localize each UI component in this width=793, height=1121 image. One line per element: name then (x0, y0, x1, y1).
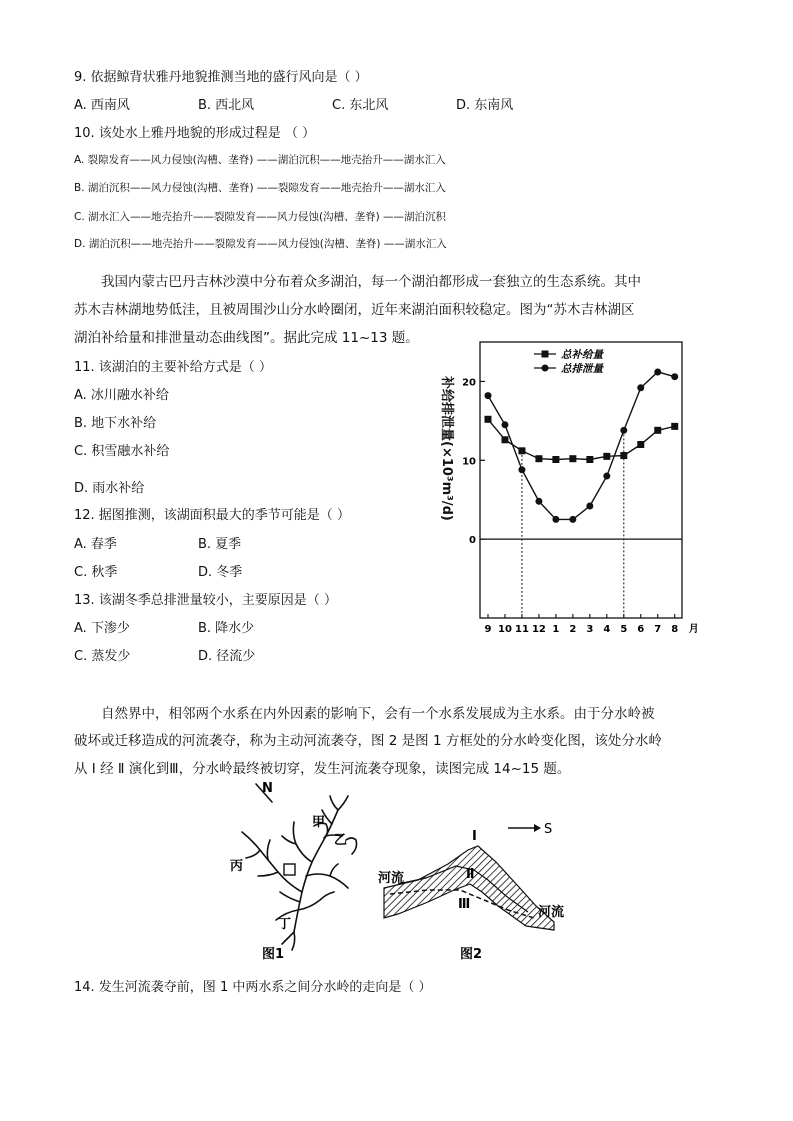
q13-option-d[interactable]: D. 径流少 (198, 649, 256, 664)
q12-option-a[interactable]: A. 春季 (74, 537, 117, 552)
chart-point-s1-8 (620, 427, 627, 434)
passage1-line2: 苏木吉林湖地势低洼，且被周围沙山分水岭圈闭，近年来湖泊面积较稳定。图为“苏木吉林湖区 (74, 302, 635, 318)
chart-point-s0-5 (569, 455, 576, 462)
passage2-line3: 从 Ⅰ 经 Ⅱ 演化到Ⅲ，分水岭最终被切穿，发生河流袭夺现象，读图完成 14~15 题。 (74, 761, 571, 777)
chart-point-s0-3 (535, 455, 542, 462)
chart-point-s0-1 (501, 436, 508, 443)
chart-xtick-label-5: 2 (569, 624, 577, 635)
q13-option-a[interactable]: A. 下渗少 (74, 621, 130, 636)
direction-arrow-icon (508, 824, 541, 832)
q9-option-c[interactable]: C. 东北风 (332, 98, 389, 113)
legend-label-0: 总补给量 (561, 349, 603, 361)
chart-point-s1-6 (586, 503, 593, 510)
chart-point-s0-0 (485, 416, 492, 423)
chart-point-s1-10 (654, 368, 661, 375)
chart-point-s1-2 (518, 466, 525, 473)
q14-stem: 14. 发生河流袭夺前，图 1 中两水系之间分水岭的走向是（ ） (74, 980, 432, 995)
q11-option-c[interactable]: C. 积雪融水补给 (74, 444, 170, 459)
q12-option-b[interactable]: B. 夏季 (198, 537, 242, 552)
q10-option-a[interactable]: A. 裂隙发育——风力侵蚀(沟槽、垄脊) ——湖泊沉积——地壳抬升——湖水汇入 (74, 154, 446, 166)
recharge-discharge-chart (430, 336, 700, 636)
direction-label: S (544, 822, 553, 837)
chart-frame (480, 342, 682, 618)
legend-label-1: 总排泄量 (561, 363, 603, 375)
q10-option-c[interactable]: C. 湖水汇入——地壳抬升——裂隙发育——风力侵蚀(沟槽、垄脊) ——湖泊沉积 (74, 211, 447, 223)
chart-point-s1-11 (671, 373, 678, 380)
stage-ii-label: Ⅱ (466, 867, 475, 882)
figure-1-river-network (222, 780, 372, 965)
chart-point-s1-4 (552, 516, 559, 523)
q9-option-a[interactable]: A. 西南风 (74, 98, 130, 113)
chart-point-s1-7 (603, 473, 610, 480)
q9-option-b[interactable]: B. 西北风 (198, 98, 255, 113)
chart-point-s0-7 (603, 453, 610, 460)
passage2-line1: 自然界中，相邻两个水系在内外因素的影响下，会有一个水系发展成为主水系。由于分水岭被 (101, 706, 655, 722)
q9-option-d[interactable]: D. 东南风 (456, 98, 514, 113)
chart-xtick-label-11: 8 (671, 624, 679, 635)
q10-option-b[interactable]: B. 湖泊沉积——风力侵蚀(沟槽、垄脊) ——裂隙发育——地壳抬升——湖水汇入 (74, 182, 446, 194)
chart-point-s0-10 (654, 427, 661, 434)
chart-series-line-1 (488, 372, 675, 519)
q11-option-a[interactable]: A. 冰川融水补给 (74, 388, 169, 403)
figure-2-caption: 图2 (460, 947, 483, 962)
q13-option-c[interactable]: C. 蒸发少 (74, 649, 131, 664)
q11-option-b[interactable]: B. 地下水补给 (74, 416, 157, 431)
q12-option-d[interactable]: D. 冬季 (198, 565, 243, 580)
legend-marker-0 (542, 351, 549, 358)
label-jia: 甲 (312, 815, 326, 830)
label-ding: 丁 (278, 917, 292, 932)
q11-stem: 11. 该湖泊的主要补给方式是（ ） (74, 360, 272, 375)
chart-ytick-label-2: 0 (469, 535, 476, 547)
figure-1-box (284, 864, 295, 875)
figure-1-caption: 图1 (262, 947, 285, 962)
chart-point-s1-5 (569, 516, 576, 523)
passage2-line2: 破坏或迁移造成的河流袭夺，称为主动河流袭夺，图 2 是图 1 方框处的分水岭变化图，该处分水岭 (74, 733, 662, 749)
chart-xtick-label-10: 7 (654, 624, 662, 635)
q9-stem: 9. 依据鲸背状雅丹地貌推测当地的盛行风向是（ ） (74, 70, 368, 85)
stage-iii-label: Ⅲ (458, 897, 471, 912)
chart-xunit: 月 (688, 624, 699, 635)
chart-xtick-label-0: 9 (484, 624, 492, 635)
q12-stem: 12. 据图推测，该湖面积最大的季节可能是（ ） (74, 508, 350, 523)
passage1-line3: 湖泊补给量和排泄量动态曲线图”。据此完成 11~13 题。 (74, 330, 419, 346)
passage1-line1: 我国内蒙古巴丹吉林沙漠中分布着众多湖泊，每一个湖泊都形成一套独立的生态系统。其中 (101, 274, 641, 290)
q12-option-c[interactable]: C. 秋季 (74, 565, 118, 580)
chart-ytick-label-0: 20 (462, 377, 476, 389)
chart-ytick-label-1: 10 (462, 456, 476, 468)
q13-option-b[interactable]: B. 降水少 (198, 621, 255, 636)
q11-option-d[interactable]: D. 雨水补给 (74, 481, 145, 496)
chart-xtick-label-9: 6 (637, 624, 645, 635)
chart-xtick-label-3: 12 (531, 624, 546, 635)
chart-ylabel: 补给排泄量(×10³m³/d) (439, 376, 454, 521)
chart-xtick-label-6: 3 (586, 624, 594, 635)
chart-xtick-label-4: 1 (552, 624, 560, 635)
north-label: N (262, 781, 273, 796)
label-bing: 丙 (230, 859, 244, 874)
chart-xtick-label-1: 10 (498, 624, 512, 635)
river-right-label: 河流 (538, 905, 565, 920)
chart-point-s0-2 (518, 447, 525, 454)
stage-i-label: Ⅰ (472, 829, 477, 844)
chart-point-s1-9 (637, 384, 644, 391)
chart-xtick-label-7: 4 (603, 624, 611, 635)
chart-point-s0-9 (637, 441, 644, 448)
figure-2-divide-profile (378, 810, 578, 965)
q10-option-d[interactable]: D. 湖泊沉积——地壳抬升——裂隙发育——风力侵蚀(沟槽、垄脊) ——湖水汇入 (74, 238, 447, 250)
chart-point-s1-1 (501, 421, 508, 428)
chart-point-s1-3 (535, 498, 542, 505)
chart-point-s1-0 (485, 392, 492, 399)
legend-marker-1 (542, 365, 549, 372)
q13-stem: 13. 该湖冬季总排泄量较小，主要原因是（ ） (74, 593, 337, 608)
chart-xtick-label-2: 11 (514, 624, 529, 635)
label-yi: 乙 (334, 833, 348, 848)
chart-point-s0-4 (552, 456, 559, 463)
river-left-label: 河流 (378, 871, 405, 886)
chart-xtick-label-8: 5 (620, 624, 628, 635)
chart-point-s0-6 (586, 456, 593, 463)
chart-point-s0-11 (671, 423, 678, 430)
q10-stem: 10. 该处水上雅丹地貌的形成过程是 （ ） (74, 126, 316, 141)
chart-point-s0-8 (620, 452, 627, 459)
